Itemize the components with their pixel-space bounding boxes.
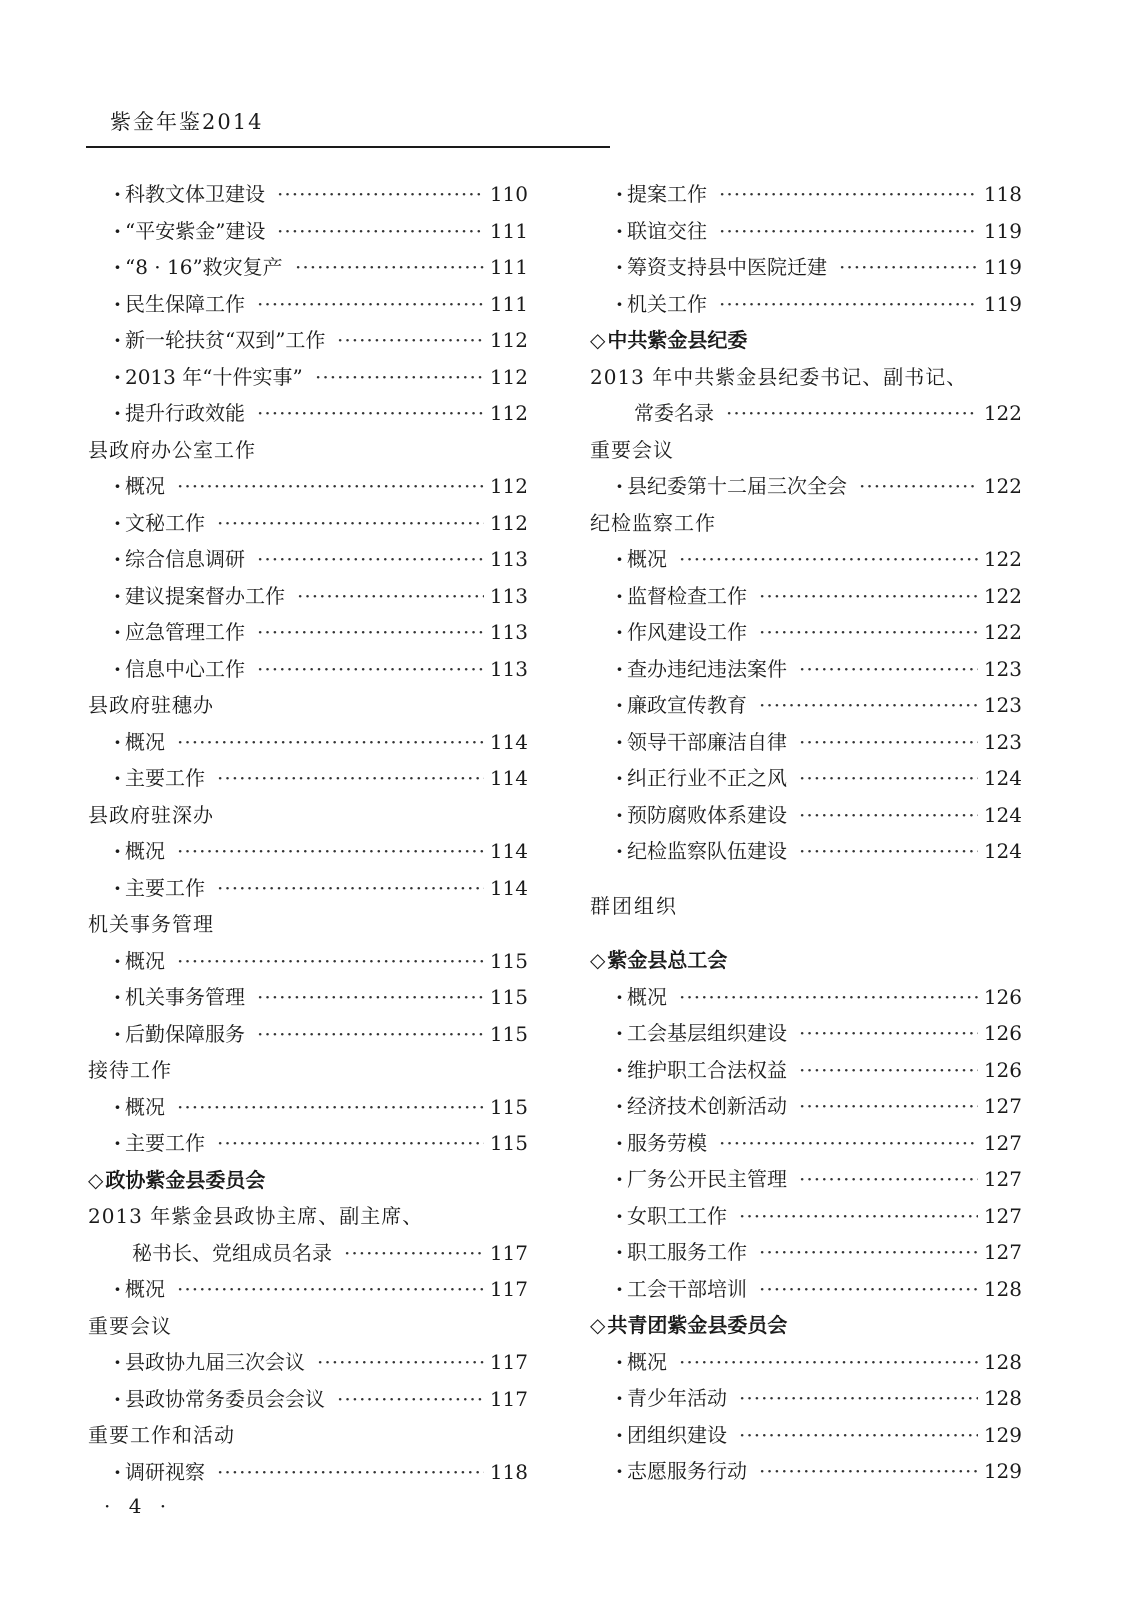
- toc-page-number: 113: [489, 620, 528, 644]
- toc-entry-label: · 工会干部培训: [616, 1271, 747, 1308]
- toc-page-number: 112: [489, 328, 528, 352]
- toc-entry-label: · 应急管理工作: [114, 614, 245, 651]
- dot-leader: [217, 1125, 484, 1162]
- toc-entry: [88, 322, 528, 359]
- toc-page-number: 118: [489, 1459, 528, 1484]
- toc-entry-label: · 主要工作: [114, 760, 205, 797]
- toc-entry-label: · 厂务公开民主管理: [616, 1161, 787, 1198]
- dot-leader: [277, 213, 484, 250]
- toc-page-number: 112: [489, 510, 528, 535]
- toc-page-number: 117: [489, 1240, 528, 1265]
- toc-entry: [88, 651, 528, 688]
- dot-leader: [719, 213, 978, 250]
- toc-entry-label: · 2013 年“十件实事”: [114, 359, 303, 396]
- toc-page-number: 117: [489, 1277, 528, 1301]
- toc-entry: [590, 833, 1022, 870]
- toc-entry-label: · 监督检查工作: [616, 578, 747, 615]
- toc-page-number: 119: [983, 218, 1022, 243]
- toc-entry-label: · 女职工工作: [616, 1198, 727, 1235]
- dot-leader: [799, 1015, 978, 1052]
- dot-leader: [759, 578, 978, 615]
- dot-leader: [859, 468, 978, 505]
- dot-leader: [799, 1161, 978, 1198]
- toc-page-number: 128: [983, 1276, 1022, 1301]
- toc-entry-label: · 调研视察: [114, 1454, 205, 1491]
- toc-page-number: 126: [983, 1057, 1022, 1082]
- toc-entry-label: · 后勤保障服务: [114, 1016, 245, 1053]
- toc-entry: [590, 1088, 1022, 1125]
- toc-entry: [88, 286, 528, 323]
- toc-entry: [590, 395, 1022, 432]
- toc-entry-label: 重要会议: [590, 437, 674, 462]
- toc-entry: [88, 213, 528, 250]
- dot-leader: [759, 1453, 978, 1490]
- dot-leader: [726, 395, 978, 432]
- toc-entry: [590, 797, 1022, 834]
- toc-entry-label: · 筹资支持县中医院迁建: [616, 249, 827, 286]
- toc-entry-label: · 联谊交往: [616, 213, 707, 250]
- toc-entry-label: · 信息中心工作: [114, 651, 245, 688]
- dot-leader: [257, 1016, 484, 1053]
- toc-page-number: 115: [489, 948, 528, 973]
- toc-page-number: 122: [983, 474, 1022, 498]
- dot-leader: [759, 614, 978, 651]
- toc-section-heading: [88, 432, 528, 469]
- toc-entry: [88, 1344, 528, 1381]
- toc-entry-label: · 概况: [114, 468, 165, 505]
- toc-entry: [88, 833, 528, 870]
- toc-page-number: 119: [983, 291, 1022, 316]
- toc-entry: [590, 979, 1022, 1016]
- toc-entry-label: 2013 年紫金县政协主席、副主席、: [88, 1204, 424, 1228]
- toc-entry-label: · 县政协九届三次会议: [114, 1344, 305, 1381]
- toc-entry-line: [88, 1198, 528, 1235]
- dot-leader: [257, 541, 484, 578]
- toc-page-number: 123: [983, 693, 1022, 717]
- toc-page-number: 127: [983, 1167, 1022, 1191]
- toc-entry: [88, 395, 528, 432]
- toc-page-number: 112: [489, 401, 528, 425]
- toc-section-heading: [88, 1052, 528, 1089]
- toc-entry: [88, 724, 528, 761]
- toc-entry: [88, 1016, 528, 1053]
- toc-spacer: [590, 924, 1022, 942]
- toc-left-column: [88, 176, 528, 1490]
- toc-page-number: 127: [983, 1240, 1022, 1264]
- dot-leader: [217, 1454, 484, 1491]
- toc-entry: [88, 359, 528, 396]
- toc-entry: [590, 578, 1022, 615]
- toc-page-number: 127: [983, 1094, 1022, 1118]
- toc-page-number: 115: [489, 1094, 528, 1119]
- toc-entry: [590, 249, 1022, 286]
- toc-entry-label: 重要工作和活动: [88, 1423, 235, 1447]
- dot-leader: [799, 797, 978, 834]
- toc-entry-label: · 领导干部廉洁自律: [616, 724, 787, 761]
- toc-entry: [590, 614, 1022, 651]
- toc-entry-label: ◇ 政协紫金县委员会: [88, 1162, 265, 1199]
- toc-page-number: 122: [983, 401, 1022, 425]
- toc-entry: [590, 1453, 1022, 1490]
- dot-leader: [719, 1125, 978, 1162]
- toc-entry: [590, 1198, 1022, 1235]
- toc-entry: [88, 468, 528, 505]
- toc-entry: [88, 979, 528, 1016]
- toc-entry-label: · 建议提案督办工作: [114, 578, 285, 615]
- toc-section-heading: [88, 906, 528, 943]
- toc-page-number: 118: [983, 182, 1022, 206]
- toc-entry: [88, 1089, 528, 1126]
- toc-entry-label: · 科教文体卫建设: [114, 176, 265, 213]
- toc-section-heading: [88, 797, 528, 834]
- toc-entry-label: · 纪检监察队伍建设: [616, 833, 787, 870]
- toc-entry-label: · 县纪委第十二届三次全会: [616, 468, 847, 505]
- toc-page-number: 124: [983, 802, 1022, 827]
- toc-entry-label: · 机关工作: [616, 286, 707, 323]
- toc-entry: [88, 1235, 528, 1272]
- dot-leader: [257, 286, 484, 323]
- toc-entry-label: 县政府办公室工作: [88, 437, 256, 462]
- toc-entry: [590, 1015, 1022, 1052]
- toc-page-number: 111: [489, 255, 528, 279]
- toc-entry-label: · 提案工作: [616, 176, 707, 213]
- toc-page-number: 114: [489, 729, 528, 754]
- toc-entry-label: · 廉政宣传教育: [616, 687, 747, 724]
- toc-entry-label: · 综合信息调研: [114, 541, 245, 578]
- toc-page-number: 128: [983, 1386, 1022, 1410]
- toc-entry-label: · 概况: [114, 943, 165, 980]
- toc-entry-label: · 纠正行业不正之风: [616, 760, 787, 797]
- dot-leader: [679, 1344, 978, 1381]
- toc-right-column: [590, 176, 1022, 1490]
- dot-leader: [719, 286, 978, 323]
- toc-page-number: 113: [489, 547, 528, 571]
- toc-entry: [590, 1271, 1022, 1308]
- dot-leader: [759, 1271, 978, 1308]
- toc-entry: [88, 176, 528, 213]
- toc-entry-label: 常委名录: [634, 401, 714, 425]
- toc-entry: [590, 541, 1022, 578]
- toc-entry-line: [590, 359, 1022, 396]
- toc-page-number: 119: [983, 255, 1022, 279]
- toc-entry: [590, 1161, 1022, 1198]
- dot-leader: [759, 1234, 978, 1271]
- dot-leader: [337, 1381, 484, 1418]
- dot-leader: [177, 1271, 484, 1308]
- toc-page-number: 113: [489, 656, 528, 681]
- toc-entry: [590, 1234, 1022, 1271]
- toc-page-number: 128: [983, 1349, 1022, 1374]
- dot-leader: [297, 578, 484, 615]
- dot-leader: [217, 760, 484, 797]
- toc-page-number: 129: [983, 1459, 1022, 1483]
- toc-page-number: 127: [983, 1203, 1022, 1228]
- toc-entry-label: · 概况: [616, 1344, 667, 1381]
- dot-leader: [217, 505, 484, 542]
- toc-entry: [590, 687, 1022, 724]
- dot-leader: [177, 943, 484, 980]
- toc-entry-label: · 主要工作: [114, 870, 205, 907]
- toc-page-number: 115: [489, 1131, 528, 1155]
- toc-entry: [590, 286, 1022, 323]
- toc-entry-label: · 青少年活动: [616, 1380, 727, 1417]
- dot-leader: [315, 359, 484, 396]
- toc-entry-label: · 概况: [114, 724, 165, 761]
- toc-entry-label: · 职工服务工作: [616, 1234, 747, 1271]
- toc-entry-label: · 主要工作: [114, 1125, 205, 1162]
- toc-entry-label: · 作风建设工作: [616, 614, 747, 651]
- toc-entry-label: ◇ 共青团紫金县委员会: [590, 1307, 787, 1344]
- toc-section-heading: [88, 1308, 528, 1345]
- toc-entry: [88, 249, 528, 286]
- dot-leader: [799, 1052, 978, 1089]
- toc-entry-label: 县政府驻深办: [88, 802, 214, 827]
- toc-entry-label: ◇ 紫金县总工会: [590, 942, 727, 979]
- toc-page-number: 122: [983, 620, 1022, 644]
- toc-page-number: 126: [983, 1021, 1022, 1045]
- dot-leader: [257, 651, 484, 688]
- toc-page-number: 127: [983, 1130, 1022, 1155]
- dot-leader: [739, 1380, 978, 1417]
- toc-page-number: 112: [489, 474, 528, 498]
- toc-page-number: 111: [489, 291, 528, 316]
- toc-entry: [590, 651, 1022, 688]
- toc-entry-label: · 机关事务管理: [114, 979, 245, 1016]
- toc-entry: [88, 870, 528, 907]
- toc-page-number: 126: [983, 984, 1022, 1009]
- toc-entry-label: 接待工作: [88, 1058, 172, 1082]
- toc-entry: [88, 760, 528, 797]
- toc-page-number: 115: [489, 985, 528, 1009]
- dot-leader: [177, 468, 484, 505]
- dot-leader: [257, 614, 484, 651]
- dot-leader: [799, 724, 978, 761]
- toc-entry: [590, 1052, 1022, 1089]
- toc-entry: [590, 760, 1022, 797]
- toc-entry: [590, 176, 1022, 213]
- toc-page-number: 122: [983, 547, 1022, 571]
- toc-page-number: 117: [489, 1350, 528, 1374]
- toc-entry-label: · 团组织建设: [616, 1417, 727, 1454]
- toc-entry-label: · 维护职工合法权益: [616, 1052, 787, 1089]
- toc-page-number: 114: [489, 839, 528, 863]
- toc-entry-label: · “平安紫金”建设: [114, 213, 265, 250]
- dot-leader: [739, 1417, 978, 1454]
- toc-entry-label: 机关事务管理: [88, 912, 214, 936]
- toc-entry: [590, 468, 1022, 505]
- toc-entry: [88, 1454, 528, 1491]
- dot-leader: [257, 979, 484, 1016]
- toc-entry-label: · 概况: [616, 979, 667, 1016]
- toc-section-heading: [590, 505, 1022, 542]
- toc-entry-label: · 提升行政效能: [114, 395, 245, 432]
- toc-entry: [590, 1125, 1022, 1162]
- toc-entry: [88, 943, 528, 980]
- toc-page-number: 124: [983, 839, 1022, 863]
- toc-entry-label: 秘书长、党组成员名录: [132, 1240, 332, 1265]
- toc-entry-label: · 民生保障工作: [114, 286, 245, 323]
- toc-entry: [88, 541, 528, 578]
- toc-entry-label: · 服务劳模: [616, 1125, 707, 1162]
- toc-entry-label: · 文秘工作: [114, 505, 205, 542]
- toc-page-number: 114: [489, 766, 528, 790]
- toc-page-number: 115: [489, 1021, 528, 1046]
- toc-entry-label: 县政府驻穗办: [88, 693, 214, 717]
- toc-entry-label: · 预防腐败体系建设: [616, 797, 787, 834]
- toc-entry-label: · 概况: [616, 541, 667, 578]
- dot-leader: [217, 870, 484, 907]
- toc-entry-label: · 概况: [114, 833, 165, 870]
- toc-page-number: 124: [983, 766, 1022, 790]
- toc-entry-label: · 志愿服务行动: [616, 1453, 747, 1490]
- toc-entry-label: · 新一轮扶贫“双到”工作: [114, 322, 325, 359]
- dot-leader: [177, 833, 484, 870]
- toc-page-number: 123: [983, 729, 1022, 754]
- dot-leader: [799, 651, 978, 688]
- running-head: 紫金年鉴2014: [110, 110, 264, 134]
- dot-leader: [799, 833, 978, 870]
- toc-entry-label: 重要会议: [88, 1313, 172, 1338]
- toc-entry: [590, 1344, 1022, 1381]
- toc-entry: [88, 1381, 528, 1418]
- dot-leader: [257, 395, 484, 432]
- toc-entry: [88, 578, 528, 615]
- dot-leader: [177, 724, 484, 761]
- dot-leader: [719, 176, 978, 213]
- dot-leader: [799, 760, 978, 797]
- toc-entry: [590, 213, 1022, 250]
- toc-entry: [88, 505, 528, 542]
- dot-leader: [344, 1235, 484, 1272]
- dot-leader: [295, 249, 484, 286]
- toc-page-number: 129: [983, 1422, 1022, 1447]
- toc-entry: [590, 724, 1022, 761]
- toc-entry-label: · 工会基层组织建设: [616, 1015, 787, 1052]
- toc-major-heading: [590, 1307, 1022, 1344]
- dot-leader: [739, 1198, 978, 1235]
- dot-leader: [679, 979, 978, 1016]
- dot-leader: [177, 1089, 484, 1126]
- toc-major-heading: [590, 322, 1022, 359]
- toc-major-heading: [88, 1162, 528, 1199]
- toc-entry-label: · 经济技术创新活动: [616, 1088, 787, 1125]
- toc-entry-label: 群团组织: [590, 893, 678, 918]
- header-rule: [86, 146, 610, 148]
- toc-entry: [88, 614, 528, 651]
- dot-leader: [317, 1344, 484, 1381]
- dot-leader: [759, 687, 978, 724]
- toc-entry-label: · 概况: [114, 1271, 165, 1308]
- page-number: · 4 ·: [104, 1494, 173, 1518]
- toc-page-number: 114: [489, 875, 528, 900]
- toc-page-number: 112: [489, 364, 528, 389]
- toc-entry-label: 2013 年中共紫金县纪委书记、副书记、: [590, 364, 968, 389]
- toc-entry: [88, 1271, 528, 1308]
- toc-entry-label: 纪检监察工作: [590, 510, 716, 535]
- toc-entry-label: · 查办违纪违法案件: [616, 651, 787, 688]
- toc-section-heading: [590, 432, 1022, 469]
- dot-leader: [337, 322, 484, 359]
- toc-entry-label: · “8 · 16”救灾复产: [114, 249, 283, 286]
- toc-page-number: 110: [489, 182, 528, 206]
- toc-entry-label: · 概况: [114, 1089, 165, 1126]
- dot-leader: [679, 541, 978, 578]
- toc-page-number: 113: [489, 583, 528, 608]
- toc-page-number: 111: [489, 218, 528, 243]
- toc-entry-label: ◇ 中共紫金县纪委: [590, 322, 747, 359]
- toc-entry: [88, 1125, 528, 1162]
- dot-leader: [277, 176, 484, 213]
- toc-spacer: [590, 870, 1022, 888]
- dot-leader: [839, 249, 978, 286]
- toc-entry: [590, 1380, 1022, 1417]
- toc-part-heading: [590, 888, 1022, 925]
- toc-section-heading: [88, 1417, 528, 1454]
- toc-section-heading: [88, 687, 528, 724]
- toc-page-number: 117: [489, 1386, 528, 1411]
- toc-entry-label: · 县政协常务委员会会议: [114, 1381, 325, 1418]
- toc-page-number: 122: [983, 583, 1022, 608]
- toc-entry: [590, 1417, 1022, 1454]
- dot-leader: [799, 1088, 978, 1125]
- toc-major-heading: [590, 942, 1022, 979]
- toc-page-number: 123: [983, 656, 1022, 681]
